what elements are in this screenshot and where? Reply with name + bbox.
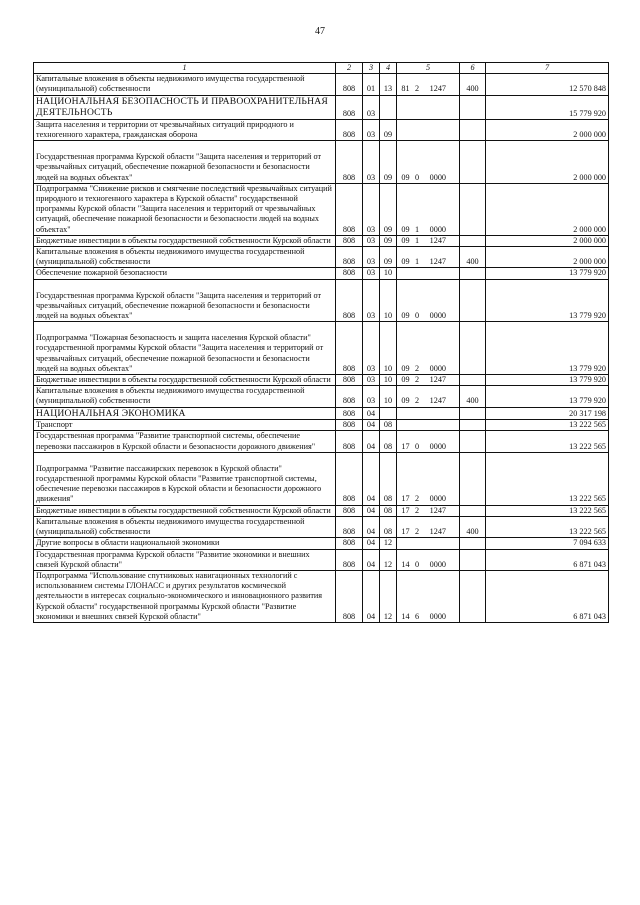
csr-number: 1247 — [429, 375, 446, 385]
csr-program: 81 — [401, 84, 410, 94]
rz-cell: 03 — [363, 375, 380, 386]
csr-subprogram: 2 — [414, 505, 420, 515]
rz-cell: 03 — [363, 247, 380, 268]
table-row — [34, 407, 609, 420]
row-name — [34, 516, 336, 537]
glv-cell: 808 — [336, 235, 363, 246]
table-row — [34, 375, 609, 386]
csr-number: 1247 — [429, 396, 446, 406]
sum-cell: 2 000 000 — [486, 183, 609, 235]
sum-cell: 12 570 848 — [486, 74, 609, 95]
pr-cell — [380, 95, 397, 119]
csr-cell — [397, 516, 460, 537]
rz-cell: 04 — [363, 452, 380, 505]
row-name-text: Капитальные вложения в объекты недвижимого имущества государственной (муниципальной) собственности — [36, 247, 305, 267]
vr-cell — [460, 183, 486, 235]
rz-cell: 04 — [363, 538, 380, 549]
pr-cell: 09 — [380, 119, 397, 140]
rz-cell: 03 — [363, 119, 380, 140]
csr-subprogram: 0 — [414, 311, 420, 321]
row-name — [34, 279, 336, 322]
table-row — [34, 538, 609, 549]
csr-number: 0000 — [429, 311, 446, 321]
csr-subprogram: 2 — [414, 527, 420, 537]
sum-cell: 13 222 565 — [486, 420, 609, 431]
rz-cell: 03 — [363, 268, 380, 279]
row-name — [34, 119, 336, 140]
csr-cell — [397, 549, 460, 570]
column-number: 7 — [486, 63, 609, 74]
csr-subprogram: 1 — [414, 235, 420, 245]
row-name-text: Капитальные вложения в объекты недвижимого имущества государственной (муниципальной) собственности — [36, 74, 305, 94]
vr-cell — [460, 141, 486, 184]
glv-cell: 808 — [336, 119, 363, 140]
row-name — [34, 431, 336, 452]
glv-cell: 808 — [336, 279, 363, 322]
vr-cell — [460, 407, 486, 420]
csr-program: 17 — [401, 505, 410, 515]
csr-number: 1247 — [429, 257, 446, 267]
table-row — [34, 420, 609, 431]
vr-cell — [460, 452, 486, 505]
csr-cell — [397, 420, 460, 431]
pr-cell: 09 — [380, 183, 397, 235]
vr-cell — [460, 119, 486, 140]
csr-subprogram: 1 — [414, 224, 420, 234]
pr-cell: 10 — [380, 322, 397, 375]
table-row — [34, 452, 609, 505]
csr-program: 17 — [401, 527, 410, 537]
vr-cell — [460, 95, 486, 119]
pr-cell: 09 — [380, 247, 397, 268]
row-name — [34, 95, 336, 119]
csr-subprogram: 0 — [414, 172, 420, 182]
csr-program: 09 — [401, 363, 410, 373]
csr-cell — [397, 141, 460, 184]
row-name-text: НАЦИОНАЛЬНАЯ ЭКОНОМИКА — [36, 407, 186, 419]
pr-cell: 08 — [380, 420, 397, 431]
pr-cell: 09 — [380, 235, 397, 246]
csr-cell — [397, 407, 460, 420]
csr-cell — [397, 74, 460, 95]
glv-cell: 808 — [336, 516, 363, 537]
rz-cell: 03 — [363, 183, 380, 235]
csr-number: 0000 — [429, 559, 446, 569]
glv-cell: 808 — [336, 268, 363, 279]
row-name — [34, 549, 336, 570]
row-name — [34, 322, 336, 375]
csr-subprogram: 0 — [414, 441, 420, 451]
csr-cell — [397, 505, 460, 516]
row-name-text: Подпрограмма "Развитие пассажирских перевозок в Курской области" государственной программы Курской области "Развитие транспортной системы, обеспечение перевозки пассажиров в Курской области и безопасности дорожного движения" — [36, 463, 322, 504]
csr-program: 09 — [401, 172, 410, 182]
column-number: 3 — [363, 63, 380, 74]
rz-cell: 03 — [363, 235, 380, 246]
csr-subprogram: 2 — [414, 375, 420, 385]
sum-cell: 15 779 920 — [486, 95, 609, 119]
pr-cell: 08 — [380, 452, 397, 505]
row-name-text: Подпрограмма "Снижение рисков и смягчение последствий чрезвычайных ситуаций природного и техногенного характера в Курской области" государственной программы Курской области "Защита населения и территорий от чрезвычайных ситуаций, обеспечение пожарной безопасности и безопасности людей на водных объектах" — [36, 183, 332, 234]
csr-number: 1247 — [429, 235, 446, 245]
sum-cell: 2 000 000 — [486, 119, 609, 140]
vr-cell — [460, 322, 486, 375]
glv-cell: 808 — [336, 322, 363, 375]
vr-cell — [460, 570, 486, 622]
vr-cell — [460, 505, 486, 516]
rz-cell: 01 — [363, 74, 380, 95]
pr-cell: 08 — [380, 516, 397, 537]
column-number: 6 — [460, 63, 486, 74]
row-name — [34, 268, 336, 279]
glv-cell: 808 — [336, 74, 363, 95]
sum-cell: 13 779 920 — [486, 268, 609, 279]
rz-cell: 03 — [363, 141, 380, 184]
csr-cell — [397, 183, 460, 235]
csr-subprogram: 0 — [414, 559, 420, 569]
row-name — [34, 407, 336, 420]
pr-cell: 10 — [380, 386, 397, 407]
row-name — [34, 247, 336, 268]
csr-cell — [397, 375, 460, 386]
table-row — [34, 95, 609, 119]
pr-cell: 12 — [380, 570, 397, 622]
pr-cell: 12 — [380, 538, 397, 549]
glv-cell: 808 — [336, 183, 363, 235]
row-name-text: Государственная программа "Развитие транспортной системы, обеспечение перевозки пассажиров в Курской области и безопасности дорожного движения" — [36, 431, 316, 451]
page-number: 47 — [315, 26, 325, 37]
rz-cell: 03 — [363, 322, 380, 375]
row-name-text: Государственная программа Курской области "Защита населения и территорий от чрезвычайных ситуаций, обеспечение пожарной безопасности и безопасности людей на водных объектах" — [36, 290, 322, 321]
row-name-text: Защита населения и территории от чрезвычайных ситуаций природного и техногенного характера, гражданская оборона — [36, 119, 294, 139]
csr-number: 0000 — [429, 224, 446, 234]
table-row — [34, 141, 609, 184]
table-row — [34, 516, 609, 537]
row-name — [34, 538, 336, 549]
column-number: 1 — [34, 63, 336, 74]
csr-cell — [397, 322, 460, 375]
row-name-text: Подпрограмма "Пожарная безопасность и защита населения Курской области" государственной программы Курской области "Защита населения и территорий от чрезвычайных ситуаций, обеспечение пожарной безопасности и безопасности людей на водных объектах" — [36, 333, 324, 373]
vr-cell — [460, 268, 486, 279]
csr-program: 09 — [401, 224, 410, 234]
csr-number: 0000 — [429, 172, 446, 182]
sum-cell: 2 000 000 — [486, 247, 609, 268]
rz-cell: 04 — [363, 516, 380, 537]
row-name-text: Капитальные вложения в объекты недвижимого имущества государственной (муниципальной) собственности — [36, 516, 305, 537]
vr-cell: 400 — [460, 74, 486, 95]
rz-cell: 04 — [363, 505, 380, 516]
csr-number: 0000 — [429, 611, 446, 621]
vr-cell — [460, 375, 486, 386]
vr-cell — [460, 431, 486, 452]
table-row — [34, 570, 609, 622]
pr-cell: 08 — [380, 431, 397, 452]
glv-cell: 808 — [336, 452, 363, 505]
pr-cell: 10 — [380, 279, 397, 322]
sum-cell: 13 779 920 — [486, 279, 609, 322]
rz-cell: 04 — [363, 407, 380, 420]
glv-cell: 808 — [336, 420, 363, 431]
table-row — [34, 279, 609, 322]
sum-cell: 13 779 920 — [486, 386, 609, 407]
sum-cell: 7 094 633 — [486, 538, 609, 549]
column-number: 5 — [397, 63, 460, 74]
csr-cell — [397, 431, 460, 452]
row-name — [34, 74, 336, 95]
glv-cell: 808 — [336, 386, 363, 407]
glv-cell: 808 — [336, 407, 363, 420]
csr-program: 09 — [401, 257, 410, 267]
rz-cell: 03 — [363, 386, 380, 407]
column-number: 2 — [336, 63, 363, 74]
rz-cell: 04 — [363, 549, 380, 570]
pr-cell — [380, 407, 397, 420]
rz-cell: 03 — [363, 279, 380, 322]
sum-cell: 6 871 043 — [486, 549, 609, 570]
row-name-text: Обеспечение пожарной безопасности — [36, 268, 168, 278]
table-row — [34, 268, 609, 279]
csr-cell — [397, 268, 460, 279]
row-name — [34, 375, 336, 386]
csr-number: 0000 — [429, 494, 446, 504]
sum-cell: 20 317 198 — [486, 407, 609, 420]
vr-cell: 400 — [460, 386, 486, 407]
row-name — [34, 452, 336, 505]
row-name — [34, 141, 336, 184]
pr-cell: 13 — [380, 74, 397, 95]
row-name-text: Бюджетные инвестиции в объекты государственной собственности Курской области — [36, 375, 331, 385]
column-number-row — [34, 63, 609, 74]
row-name-text: Бюджетные инвестиции в объекты государственной собственности Курской области — [36, 235, 331, 245]
sum-cell: 2 000 000 — [486, 141, 609, 184]
csr-number: 1247 — [429, 527, 446, 537]
csr-program: 14 — [401, 559, 410, 569]
table-row — [34, 505, 609, 516]
row-name-text: Государственная программа Курской области "Защита населения и территорий от чрезвычайных ситуаций, обеспечение пожарной безопасности и безопасности людей на водных объектах" — [36, 152, 322, 182]
table-row — [34, 235, 609, 246]
csr-subprogram: 2 — [414, 84, 420, 94]
sum-cell: 13 222 565 — [486, 505, 609, 516]
table-row — [34, 322, 609, 375]
glv-cell: 808 — [336, 549, 363, 570]
table-row — [34, 119, 609, 140]
csr-number: 1247 — [429, 84, 446, 94]
rz-cell: 03 — [363, 95, 380, 119]
row-name-text: НАЦИОНАЛЬНАЯ БЕЗОПАСНОСТЬ И ПРАВООХРАНИТЕЛЬНАЯ ДЕЯТЕЛЬНОСТЬ — [36, 95, 328, 119]
csr-cell — [397, 95, 460, 119]
glv-cell: 808 — [336, 505, 363, 516]
csr-number: 0000 — [429, 363, 446, 373]
table-row — [34, 431, 609, 452]
glv-cell: 808 — [336, 570, 363, 622]
row-name-text: Подпрограмма "Использование спутниковых навигационных технологий с использованием системы ГЛОНАСС и других результатов космической деятельности в интересах социально-экономического и инновационного развития Курской области" государственной программы Курской области "Развитие экономики и внешних связей Курской области" — [36, 570, 323, 621]
glv-cell: 808 — [336, 538, 363, 549]
vr-cell — [460, 549, 486, 570]
csr-program: 09 — [401, 375, 410, 385]
pr-cell: 09 — [380, 141, 397, 184]
vr-cell — [460, 420, 486, 431]
vr-cell — [460, 235, 486, 246]
csr-cell — [397, 570, 460, 622]
csr-program: 09 — [401, 396, 410, 406]
vr-cell — [460, 538, 486, 549]
row-name-text: Капитальные вложения в объекты недвижимого имущества государственной (муниципальной) собственности — [36, 386, 305, 406]
csr-cell — [397, 235, 460, 246]
csr-subprogram: 1 — [414, 257, 420, 267]
glv-cell: 808 — [336, 431, 363, 452]
table-row — [34, 247, 609, 268]
csr-cell — [397, 452, 460, 505]
csr-program: 09 — [401, 311, 410, 321]
table-row — [34, 549, 609, 570]
csr-cell — [397, 279, 460, 322]
row-name — [34, 386, 336, 407]
sum-cell: 13 779 920 — [486, 375, 609, 386]
pr-cell: 08 — [380, 505, 397, 516]
csr-program: 17 — [401, 441, 410, 451]
csr-subprogram: 2 — [414, 396, 420, 406]
glv-cell: 808 — [336, 141, 363, 184]
table-row — [34, 183, 609, 235]
sum-cell: 13 779 920 — [486, 322, 609, 375]
csr-number: 1247 — [429, 505, 446, 515]
csr-program: 17 — [401, 494, 410, 504]
row-name-text: Государственная программа Курской области "Развитие экономики и внешних связей Курской области" — [36, 549, 310, 569]
rz-cell: 04 — [363, 420, 380, 431]
pr-cell: 12 — [380, 549, 397, 570]
csr-program: 09 — [401, 235, 410, 245]
glv-cell: 808 — [336, 375, 363, 386]
pr-cell: 10 — [380, 375, 397, 386]
row-name-text: Другие вопросы в области национальной экономики — [36, 538, 220, 548]
csr-cell — [397, 386, 460, 407]
table-row — [34, 386, 609, 407]
csr-cell — [397, 538, 460, 549]
sum-cell: 6 871 043 — [486, 570, 609, 622]
sum-cell: 13 222 565 — [486, 452, 609, 505]
row-name — [34, 235, 336, 246]
row-name — [34, 183, 336, 235]
row-name — [34, 570, 336, 622]
rz-cell: 04 — [363, 431, 380, 452]
csr-subprogram: 6 — [414, 611, 420, 621]
row-name-text: Бюджетные инвестиции в объекты государственной собственности Курской области — [36, 505, 331, 515]
csr-number: 0000 — [429, 441, 446, 451]
row-name — [34, 420, 336, 431]
table-row — [34, 74, 609, 95]
csr-cell — [397, 119, 460, 140]
vr-cell — [460, 279, 486, 322]
csr-cell — [397, 247, 460, 268]
sum-cell: 2 000 000 — [486, 235, 609, 246]
vr-cell: 400 — [460, 516, 486, 537]
vr-cell: 400 — [460, 247, 486, 268]
glv-cell: 808 — [336, 247, 363, 268]
rz-cell: 04 — [363, 570, 380, 622]
glv-cell: 808 — [336, 95, 363, 119]
pr-cell: 10 — [380, 268, 397, 279]
csr-program: 14 — [401, 611, 410, 621]
column-number: 4 — [380, 63, 397, 74]
sum-cell: 13 222 565 — [486, 516, 609, 537]
row-name — [34, 505, 336, 516]
row-name-text: Транспорт — [36, 420, 73, 430]
sum-cell: 13 222 565 — [486, 431, 609, 452]
budget-table — [33, 62, 609, 623]
csr-subprogram: 2 — [414, 363, 420, 373]
csr-subprogram: 2 — [414, 494, 420, 504]
